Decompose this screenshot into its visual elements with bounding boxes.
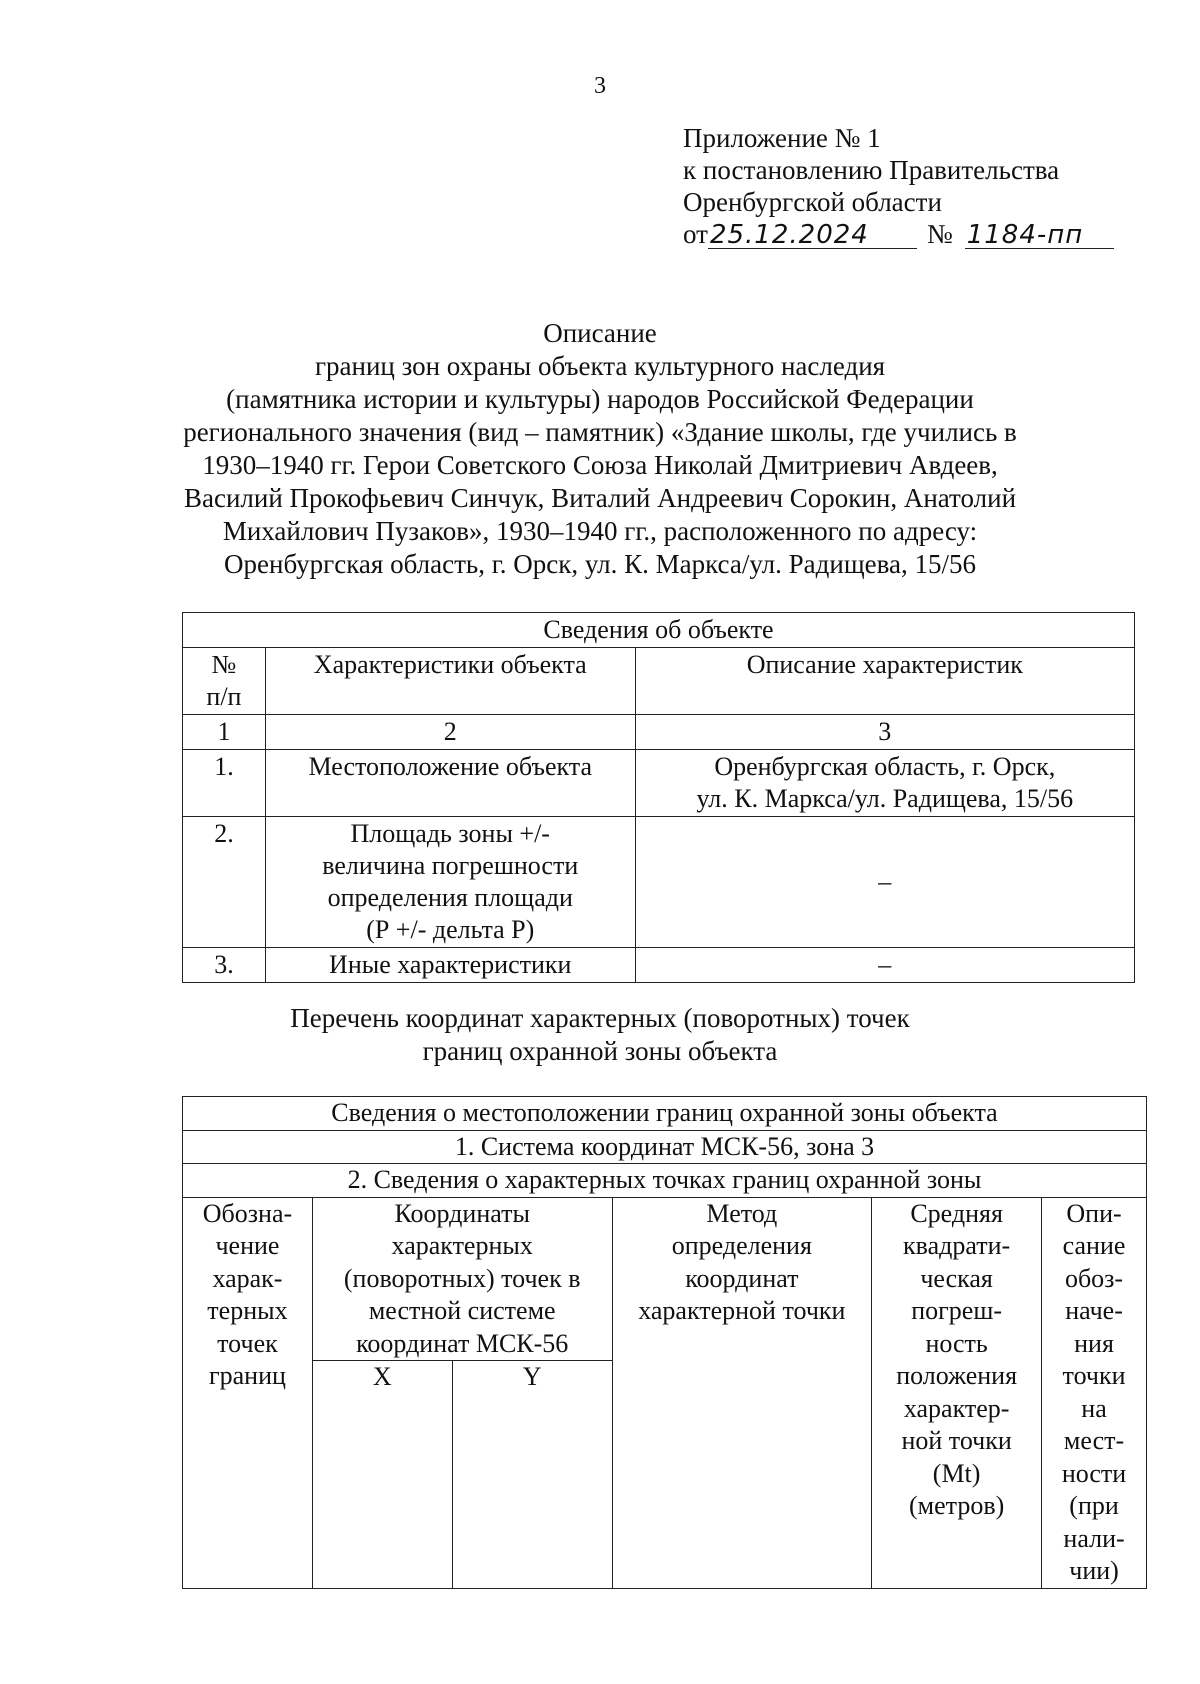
coord-points-title: 2. Сведения о характерных точках границ охранной зоны <box>183 1164 1147 1198</box>
colnum-3: 3 <box>635 715 1134 750</box>
page-number: 3 <box>594 73 606 99</box>
desc-line: Василий Прокофьевич Синчук, Виталий Андреевич Сорокин, Анатолий <box>183 483 1017 513</box>
row-num: 1. <box>183 750 266 817</box>
desc-line: (памятника истории и культуры) народов Российской Федерации <box>226 384 974 414</box>
coord-system-row <box>183 1130 1147 1164</box>
coordinates-table <box>182 1096 1147 1589</box>
colnum-1: 1 <box>183 715 266 750</box>
table-title-row <box>183 613 1135 648</box>
row-description: Оренбургская область, г. Орск, ул. К. Маркса/ул. Радищева, 15/56 <box>635 750 1134 817</box>
header-method: Метод определения координат характерной точки <box>612 1197 872 1589</box>
header-characteristic: Характеристики объекта <box>265 648 635 715</box>
coord-header-row <box>183 1197 1147 1361</box>
header-point-description: Опи- сание обоз- наче- ния точки на мест- ности (при нали- чии) <box>1042 1197 1147 1589</box>
header-y: Y <box>452 1361 612 1589</box>
row-characteristic: Площадь зоны +/- величина погрешности определения площади (Р +/- дельта Р) <box>265 817 635 948</box>
description-title <box>150 317 1050 581</box>
header-designation: Обозна- чение харак- терных точек границ <box>183 1197 313 1589</box>
row-characteristic: Местоположение объекта <box>265 750 635 817</box>
desc-line: 1930–1940 гг. Герои Советского Союза Николай Дмитриевич Авдеев, <box>202 450 998 480</box>
row-num: 2. <box>183 817 266 948</box>
table-colnum-row <box>183 715 1135 750</box>
row-description: – <box>635 948 1134 983</box>
header-num: № п/п <box>183 648 266 715</box>
appendix-date-line <box>683 218 1114 250</box>
desc-line: Описание <box>543 318 657 348</box>
handwritten-date: 25.12.2024 <box>708 222 917 249</box>
row-description: – <box>635 817 1134 948</box>
header-x: X <box>312 1361 452 1589</box>
table-row <box>183 750 1135 817</box>
from-label: от <box>683 219 708 249</box>
table-row <box>183 948 1135 983</box>
table-header-row <box>183 648 1135 715</box>
coord-title-row <box>183 1097 1147 1131</box>
row-num: 3. <box>183 948 266 983</box>
header-description: Описание характеристик <box>635 648 1134 715</box>
coord-points-title-row <box>183 1164 1147 1198</box>
coord-table-title: Сведения о местоположении границ охранной зоны объекта <box>183 1097 1147 1131</box>
colnum-2: 2 <box>265 715 635 750</box>
appendix-line-1: Приложение № 1 <box>683 123 881 153</box>
desc-line: границ зон охраны объекта культурного наследия <box>314 351 886 381</box>
desc-line: регионального значения (вид – памятник) «Здание школы, где учились в <box>183 417 1017 447</box>
coord-system: 1. Система координат МСК-56, зона 3 <box>183 1130 1147 1164</box>
appendix-line-3: Оренбургской области <box>683 187 942 217</box>
table-row <box>183 817 1135 948</box>
coordinates-list-title <box>150 1002 1050 1068</box>
number-label: № <box>926 219 953 249</box>
header-error: Средняя квадрати- ческая погреш- ность положения характер- ной точки (Mt) (метров) <box>872 1197 1042 1589</box>
list-title-line-2: границ охранной зоны объекта <box>422 1036 778 1066</box>
handwritten-number: 1184-пп <box>965 222 1114 249</box>
list-title-line-1: Перечень координат характерных (поворотных) точек <box>290 1003 910 1033</box>
row-characteristic: Иные характеристики <box>265 948 635 983</box>
appendix-line-2: к постановлению Правительства <box>683 155 1060 185</box>
appendix-block <box>683 122 1114 250</box>
desc-line: Оренбургская область, г. Орск, ул. К. Маркса/ул. Радищева, 15/56 <box>224 549 976 579</box>
desc-line: Михайлович Пузаков», 1930–1940 гг., расположенного по адресу: <box>222 516 978 546</box>
header-coordinates: Координаты характерных (поворотных) точек в местной системе координат МСК-56 <box>312 1197 612 1361</box>
object-info-table <box>182 612 1135 983</box>
object-table-title: Сведения об объекте <box>183 613 1135 648</box>
